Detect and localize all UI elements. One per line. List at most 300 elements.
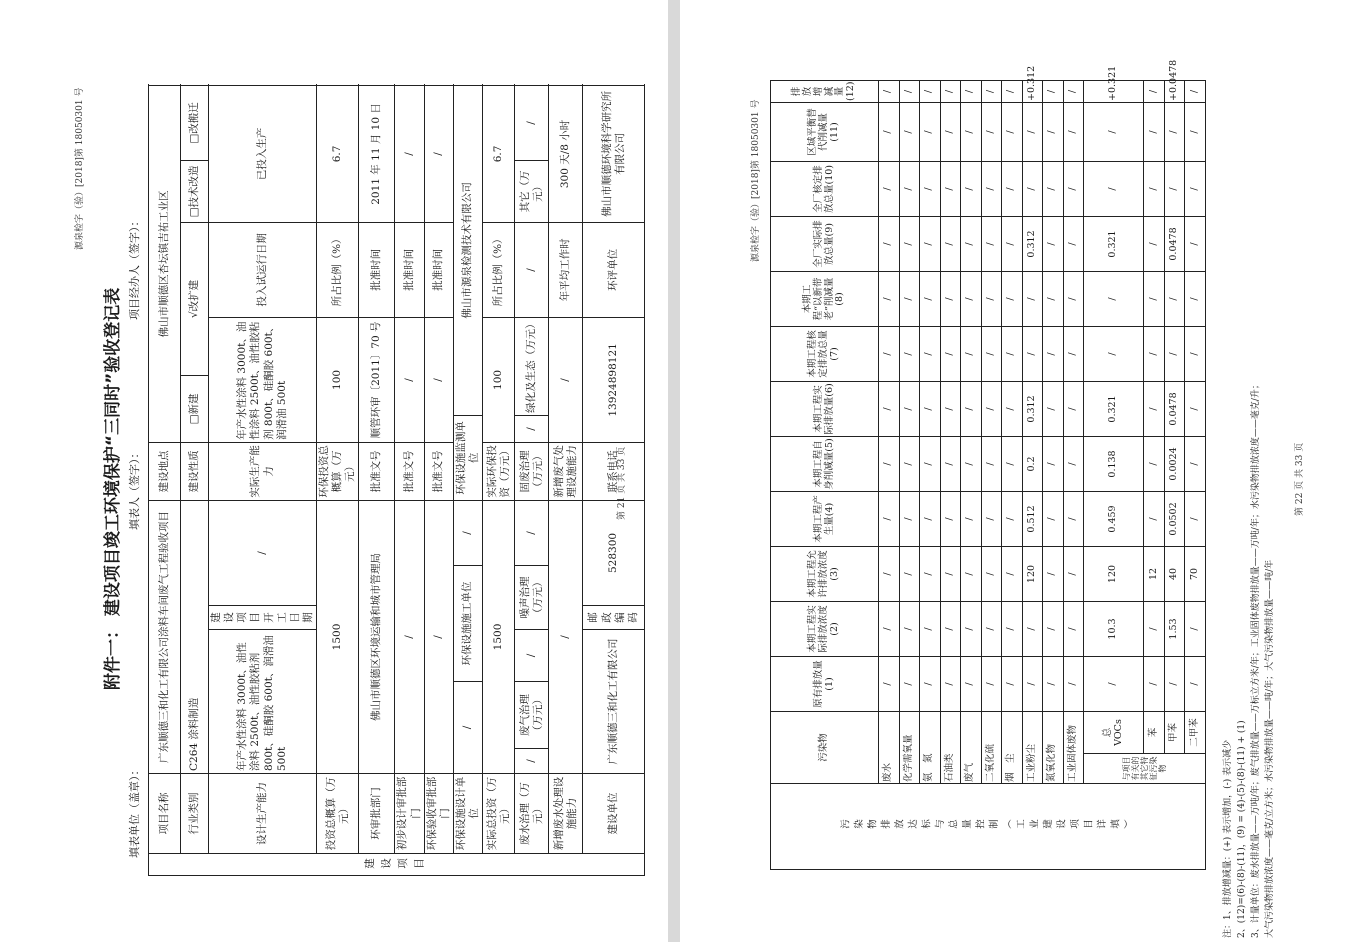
pollutant-value-cell: / <box>1084 271 1144 326</box>
pollutant-value-cell: / <box>1185 216 1206 271</box>
pollutant-value-cell: / <box>1002 81 1023 103</box>
pollutant-value-cell: / <box>1043 381 1064 436</box>
env-invest-label: 环保投资总概算（万元） <box>317 442 359 500</box>
nature-label: 建设性质 <box>181 442 209 500</box>
pollutant-value-cell: / <box>1002 381 1023 436</box>
env-invest-value: 100 <box>317 317 359 442</box>
pollutant-value-cell: / <box>899 656 920 711</box>
pollutant-value-cell: 0.312 <box>1022 216 1043 271</box>
pollutant-header-cell: 污染物 <box>771 711 879 783</box>
actual-invest-label: 实际总投资（万元） <box>483 774 515 854</box>
pollutant-value-cell: 10.3 <box>1084 601 1144 656</box>
left-page-footer: 第 21 页 共 33 页 <box>617 446 627 520</box>
pollutant-value-cell: / <box>879 656 900 711</box>
new-water-capacity-label: 新增废水处理设施能力 <box>549 774 583 854</box>
trial-run-label: 投入试运行日期 <box>209 222 317 317</box>
pollutant-value-cell: / <box>940 271 961 326</box>
other-value: / <box>515 85 549 160</box>
phone-value: 13924898121 <box>583 317 645 442</box>
pollutant-value-cell: / <box>961 326 982 381</box>
pollutant-row <box>1185 81 1206 870</box>
ratio-label: 所占比例（%） <box>317 222 359 317</box>
project-name-value: 广东顺德三和化工有限公司涂料车间废气工程验收项目 <box>149 500 181 773</box>
actual-invest-value: 1500 <box>483 500 515 773</box>
project-form-container <box>148 85 645 876</box>
note-line-3: 3、计量单位：废水排放量——万吨/年；废气排放量——万标立方米/年；工业固体废物排放量——万吨/年；水污染物排放浓度——毫克/升； <box>1251 380 1261 938</box>
construction-project-side-label: 建设项目 <box>149 854 645 876</box>
left-report-number: 源泉检字（验）[2018]第 18050301 号 <box>75 87 85 250</box>
postcode-label: 邮政编码 <box>583 606 645 630</box>
start-date-label: 建设项目开工日期 <box>209 606 317 630</box>
pollutant-value-cell: / <box>879 326 900 381</box>
actual-capacity-label: 实际生产能力 <box>209 442 317 500</box>
pollutant-value-cell: / <box>1084 326 1144 381</box>
other-label: 其它（万元） <box>515 160 549 222</box>
eia-dept-label: 环审批部门 <box>359 774 395 854</box>
pollutant-value-cell: / <box>961 81 982 103</box>
accept-dept-value: / <box>424 500 453 773</box>
eia-unit-label: 环评单位 <box>583 222 645 317</box>
pollutant-row <box>1084 81 1144 870</box>
pollutant-value-cell: / <box>879 271 900 326</box>
work-hours-label: 年平均工作时 <box>549 222 583 317</box>
pollutant-value-cell: / <box>920 546 941 601</box>
accept-time-value: / <box>424 85 453 222</box>
actual-env-invest-label: 实际环保投资（万元） <box>483 442 515 500</box>
pollutant-value-cell: / <box>1164 271 1185 326</box>
pollutant-value-cell: / <box>1185 326 1206 381</box>
pollutant-value-cell: / <box>981 81 1002 103</box>
pollutant-value-cell: / <box>1164 326 1185 381</box>
solid-treat-label: 固废治理（万元） <box>515 442 549 500</box>
pollutant-value-cell: / <box>899 102 920 161</box>
prelim-time-value: / <box>395 85 424 222</box>
pollutant-value-cell: / <box>920 436 941 491</box>
pollutant-header-cell: 区域平衡替代削减量(11) <box>771 102 879 161</box>
construction-site-label: 建设地点 <box>149 442 181 500</box>
monitor-unit-label: 环保设施监测单位 <box>453 415 482 500</box>
water-treat-label: 废水治理（万元） <box>515 774 549 854</box>
pollutant-value-cell: / <box>961 161 982 216</box>
pollutant-value-cell: / <box>940 326 961 381</box>
work-hours-value: 300 天/8 小时 <box>549 85 583 222</box>
pollutant-value-cell: / <box>1144 161 1165 216</box>
pollutant-value-cell: / <box>920 81 941 103</box>
design-capacity-value: 年产水性涂料 3000t、油性涂料 2500t、油性胶粘剂 800t、硅酮胶 600t、润滑油 500t <box>209 630 317 774</box>
actual-capacity-value: 年产水性涂料 3000t、油性涂料 2500t、油性胶粘剂 800t、硅酮胶 600t、润滑油 500t <box>209 317 317 442</box>
design-unit-value: / <box>453 682 482 774</box>
pollutant-value-cell: / <box>940 546 961 601</box>
pollutant-value-cell: / <box>879 81 900 103</box>
nature-option-tech: □技术改造 <box>181 160 209 222</box>
pollutant-row <box>1022 81 1043 870</box>
pollutant-value-cell: 1.53 <box>1164 601 1185 656</box>
pollutant-row <box>961 81 982 870</box>
pollutant-value-cell: 0.0478 <box>1164 216 1185 271</box>
pollutant-value-cell: 12 <box>1144 546 1165 601</box>
trial-run-value: 已投入生产 <box>209 85 317 222</box>
pollutant-value-cell: / <box>1043 546 1064 601</box>
pollutant-value-cell: / <box>961 601 982 656</box>
pollutant-value-cell: / <box>1043 271 1064 326</box>
pollutant-value-cell: / <box>981 381 1002 436</box>
pollutant-value-cell: / <box>981 102 1002 161</box>
pollutant-value-cell: / <box>961 216 982 271</box>
design-unit-label: 环保设施设计单位 <box>453 774 482 854</box>
pollutant-value-cell: / <box>1002 601 1023 656</box>
build-unit-label: 环保设施施工单位 <box>453 566 482 682</box>
pollutant-name: 二甲苯 <box>1185 711 1206 753</box>
pollutant-value-cell: / <box>920 381 941 436</box>
eia-dept-value: 佛山市顺德区环境运输和城市管理局 <box>359 500 395 773</box>
pollutant-value-cell: / <box>1063 326 1084 381</box>
pollutant-value-cell: +0.312 <box>1022 81 1043 103</box>
pollutant-value-cell: / <box>940 81 961 103</box>
right-report-number: 源泉检字（验）[2018]第 18050301 号 <box>751 99 761 262</box>
pollutant-value-cell: / <box>1063 601 1084 656</box>
pollutant-name: 化学需氧量 <box>899 711 920 783</box>
pollutant-value-cell: / <box>1043 491 1064 546</box>
pollutant-value-cell: 120 <box>1022 546 1043 601</box>
pollutant-value-cell: / <box>920 656 941 711</box>
pollutant-value-cell: / <box>899 546 920 601</box>
actual-ratio-label: 所占比例（%） <box>483 222 515 317</box>
green-label: 绿化及生态（万元） <box>515 317 549 415</box>
pollutant-value-cell: / <box>1022 326 1043 381</box>
pollutant-value-cell: / <box>1185 436 1206 491</box>
pollutant-table <box>770 59 1206 870</box>
pollutant-value-cell: 0.0024 <box>1164 436 1185 491</box>
pollutant-value-cell: 70 <box>1185 546 1206 601</box>
build-unit-value: / <box>453 500 482 565</box>
pollutant-value-cell: / <box>940 216 961 271</box>
pollutant-value-cell: / <box>940 491 961 546</box>
pollutant-value-cell: / <box>879 102 900 161</box>
accept-no-label: 批准文号 <box>424 442 453 500</box>
pollutant-value-cell: / <box>899 161 920 216</box>
pollutant-value-cell: / <box>1043 216 1064 271</box>
pollutant-value-cell: / <box>981 161 1002 216</box>
filler-person-label: 填表人（签字）： <box>128 447 141 530</box>
pollutant-value-cell: 0.312 <box>1022 381 1043 436</box>
pollutant-row <box>940 81 961 870</box>
builder-value: 广东顺德三和化工有限公司 <box>583 630 645 774</box>
accept-time-label: 批准时间 <box>424 222 453 317</box>
pollutant-value-cell: 0.2 <box>1022 436 1043 491</box>
pollutant-row <box>920 81 941 870</box>
pollutant-value-cell: / <box>961 102 982 161</box>
pollutant-value-cell: 0.0478 <box>1164 381 1185 436</box>
pollutant-name: 氮氧化物 <box>1043 711 1064 783</box>
pollutant-value-cell: / <box>1185 491 1206 546</box>
nature-option-new: □新建 <box>181 375 209 442</box>
pollutant-header-cell: 本期工程实际排放浓度(2) <box>771 601 879 656</box>
invest-total-label: 投资总概算（万元） <box>317 774 359 854</box>
industry-value: C264 涂料制造 <box>181 500 209 773</box>
pollutant-value-cell: / <box>899 326 920 381</box>
pollutant-value-cell: / <box>1144 216 1165 271</box>
pollutant-value-cell: / <box>961 546 982 601</box>
actual-env-invest-value: 100 <box>483 317 515 442</box>
prelim-dept-value: / <box>395 500 424 773</box>
pollutant-row <box>1002 81 1023 870</box>
left-form-title: 附件一： 建设项目竣工环境保护“三同时”验收登记表 <box>103 287 123 690</box>
pollutant-value-cell: / <box>940 161 961 216</box>
pollutant-value-cell: / <box>1002 656 1023 711</box>
pollutant-value-cell: / <box>1022 601 1043 656</box>
pollutant-value-cell: / <box>961 381 982 436</box>
left-page <box>0 0 668 942</box>
project-form-table <box>148 85 645 876</box>
note-line-2: 2、(12)=(6)-(8)-(11)，(9) = (4)-(5)-(8)-(11) + (1) <box>1237 720 1247 938</box>
pollutant-name: 废水 <box>879 711 900 783</box>
pollutant-value-cell: / <box>961 491 982 546</box>
pollutant-value-cell: / <box>1002 216 1023 271</box>
pollutant-value-cell: / <box>1063 381 1084 436</box>
pollutant-value-cell: / <box>981 326 1002 381</box>
pollutant-value-cell: / <box>920 271 941 326</box>
design-capacity-label: 设计生产能力 <box>209 774 317 854</box>
pollutant-value-cell: / <box>961 436 982 491</box>
note-line-1: 注：1、排放增减量：(+) 表示增加，(-) 表示减少 <box>1223 739 1233 938</box>
eia-unit-value: 佛山市顺德环境科学研究所有限公司 <box>583 85 645 222</box>
pollutant-value-cell: / <box>1043 81 1064 103</box>
pollutant-value-cell: / <box>1185 271 1206 326</box>
pollutant-value-cell: / <box>1022 102 1043 161</box>
pollutant-value-cell: / <box>1063 656 1084 711</box>
filler-unit-label: 填表单位（盖章）： <box>128 764 141 858</box>
pollutant-value-cell: / <box>940 102 961 161</box>
pollutant-value-cell: / <box>1063 491 1084 546</box>
pollutant-value-cell: / <box>1002 161 1023 216</box>
pollutant-header-cell: 原有排放量(1) <box>771 656 879 711</box>
pollutant-value-cell: / <box>940 601 961 656</box>
pollutant-value-cell: / <box>1063 102 1084 161</box>
pollutant-header-cell: 全厂核定排放总量(10) <box>771 161 879 216</box>
noise-treat-label: 噪声治理（万元） <box>515 566 549 630</box>
pollutant-value-cell: / <box>981 491 1002 546</box>
construction-site-value: 佛山市顺德区杏坛镇吉祐工业区 <box>149 85 181 442</box>
nature-option-relocate: □改搬迁 <box>181 85 209 160</box>
pollutant-value-cell: / <box>899 491 920 546</box>
pollutant-value-cell: / <box>1185 81 1206 103</box>
pollutant-value-cell: / <box>1022 271 1043 326</box>
prelim-no-label: 批准文号 <box>395 442 424 500</box>
pollutant-name: 废气 <box>961 711 982 783</box>
pollutant-value-cell: / <box>920 326 941 381</box>
pollutant-value-cell: / <box>1002 326 1023 381</box>
pollutant-value-cell: / <box>1164 656 1185 711</box>
pollutant-value-cell: / <box>1164 161 1185 216</box>
pollutant-value-cell: / <box>1002 491 1023 546</box>
manager-label: 项目经办人（签字）： <box>128 215 141 320</box>
pollutant-value-cell: / <box>1043 326 1064 381</box>
pollutant-value-cell: / <box>920 161 941 216</box>
pollutant-value-cell: / <box>981 216 1002 271</box>
pollutant-value-cell: 0.0502 <box>1164 491 1185 546</box>
pollutant-value-cell: / <box>879 546 900 601</box>
approval-no-value: 顺管环审〔2011〕70 号 <box>359 317 395 442</box>
pollutant-value-cell: / <box>1144 436 1165 491</box>
pollutant-value-cell: / <box>1185 381 1206 436</box>
pollutant-value-cell: / <box>940 656 961 711</box>
ratio-value: 6.7 <box>317 85 359 222</box>
pollutant-value-cell: / <box>899 81 920 103</box>
pollutant-header-cell: 本期工程产生量(4) <box>771 491 879 546</box>
right-page <box>680 0 1348 942</box>
pollutant-value-cell: / <box>1043 436 1064 491</box>
approval-time-value: 2011 年 11 月 10 日 <box>359 85 395 222</box>
pollutant-value-cell: / <box>1144 326 1165 381</box>
accept-no-value: / <box>424 317 453 442</box>
pollutant-value-cell: / <box>1043 161 1064 216</box>
pollutant-value-cell: / <box>1144 81 1165 103</box>
pollutant-name: 工业粉尘 <box>1022 711 1043 783</box>
pollutant-value-cell: / <box>1185 656 1206 711</box>
pollutant-value-cell: / <box>981 436 1002 491</box>
pollutant-header-cell: 本期工程核定排放总量(7) <box>771 326 879 381</box>
pollutant-value-cell: / <box>981 656 1002 711</box>
pollutant-value-cell: 0.321 <box>1084 216 1144 271</box>
prelim-dept-label: 初步设计审批部门 <box>395 774 424 854</box>
noise-treat-value: / <box>515 500 549 565</box>
pollutant-value-cell: / <box>1144 656 1165 711</box>
pollutant-value-cell: / <box>920 601 941 656</box>
pollutant-value-cell: / <box>981 271 1002 326</box>
pollutant-value-cell: / <box>1084 161 1144 216</box>
pollutant-header-row <box>771 81 879 870</box>
pollutant-value-cell: +0.0478 <box>1164 81 1185 103</box>
pollutant-value-cell: / <box>899 436 920 491</box>
pollutant-value-cell: / <box>920 102 941 161</box>
pollutant-header-cell: 排放增减量(12) <box>771 81 879 103</box>
pollutant-value-cell: / <box>879 216 900 271</box>
pollutant-value-cell: / <box>1144 102 1165 161</box>
pollutant-value-cell: / <box>899 271 920 326</box>
pollutant-value-cell: 0.512 <box>1022 491 1043 546</box>
pollutant-name: 甲苯 <box>1164 711 1185 753</box>
pollutant-value-cell: / <box>1063 546 1084 601</box>
new-gas-capacity-label: 新增废气处理设施能力 <box>549 442 583 500</box>
pollutant-table-container <box>770 59 1206 870</box>
pollutant-value-cell: / <box>1185 161 1206 216</box>
pollutant-value-cell: / <box>940 436 961 491</box>
pollutant-row <box>879 81 900 870</box>
pollutant-name: 苯 <box>1144 711 1165 753</box>
gas-treat-label: 废气治理（万元） <box>515 682 549 749</box>
pollutant-value-cell: / <box>920 491 941 546</box>
pollutant-value-cell: / <box>1185 601 1206 656</box>
pollutant-value-cell: / <box>1002 546 1023 601</box>
invest-total-value: 1500 <box>317 500 359 773</box>
pollutant-row <box>899 81 920 870</box>
pollutant-value-cell: / <box>1043 102 1064 161</box>
pollutant-row <box>1164 81 1185 870</box>
pollutant-value-cell: / <box>1063 216 1084 271</box>
pollutant-value-cell: / <box>1144 271 1165 326</box>
actual-ratio-value: 6.7 <box>483 85 515 222</box>
pollutant-value-cell: / <box>1144 601 1165 656</box>
pollutant-value-cell: / <box>1022 161 1043 216</box>
pollutant-value-cell: / <box>1043 601 1064 656</box>
pollutant-value-cell: / <box>1063 81 1084 103</box>
pollutant-row <box>981 81 1002 870</box>
new-gas-capacity-value: / <box>549 317 583 442</box>
pollutant-value-cell: / <box>879 161 900 216</box>
pollutant-value-cell: / <box>981 546 1002 601</box>
pollutant-value-cell: / <box>1164 102 1185 161</box>
pollutant-value-cell: 40 <box>1164 546 1185 601</box>
water-treat-value: / <box>515 749 549 774</box>
phone-label: 联系电话 <box>583 442 645 500</box>
pollutant-value-cell: / <box>879 381 900 436</box>
pollutant-value-cell: / <box>879 491 900 546</box>
builder-label: 建设单位 <box>583 774 645 854</box>
pollutant-header-cell: 本期工程实际排放量(6) <box>771 381 879 436</box>
pollutant-value-cell: 120 <box>1084 546 1144 601</box>
start-date-value: / <box>209 500 317 605</box>
pollutant-header-cell: 本期工程“以新带老”削减量(8) <box>771 271 879 326</box>
pollutant-name: 工业固体废物 <box>1063 711 1084 783</box>
pollutant-row <box>1063 81 1084 870</box>
pollutant-group-label: 与项目有关的其它特征污染物 <box>1084 754 1206 784</box>
page-gutter <box>668 0 680 942</box>
pollutant-value-cell: / <box>1084 102 1144 161</box>
industry-label: 行业类别 <box>181 774 209 854</box>
pollutant-value-cell: / <box>961 656 982 711</box>
pollutant-value-cell: / <box>879 436 900 491</box>
pollutant-header-cell: 本期工程自身削减量(5) <box>771 436 879 491</box>
pollutant-value-cell: +0.321 <box>1084 81 1144 103</box>
pollutant-value-cell: / <box>961 271 982 326</box>
pollutant-header-cell: 全厂实际排放总量(9) <box>771 216 879 271</box>
pollutant-header-cell: 本期工程允许排放浓度(3) <box>771 546 879 601</box>
pollutant-value-cell: / <box>920 216 941 271</box>
monitor-unit-value: 佛山市源泉检测技术有限公司 <box>453 85 482 415</box>
prelim-time-label: 批准时间 <box>395 222 424 317</box>
pollutant-name: 烟 尘 <box>1002 711 1023 783</box>
note-line-4: 大气污染物排放浓度——毫克/立方米；水污染物排放量——吨/年；大气污染物排放量——吨/年 <box>1265 559 1275 938</box>
pollutant-value-cell: 0.321 <box>1084 381 1144 436</box>
green-value: / <box>515 222 549 317</box>
solid-treat-value: / <box>515 415 549 442</box>
approval-no-label: 批准文号 <box>359 442 395 500</box>
project-name-label: 项目名称 <box>149 774 181 854</box>
nature-option-expand: √改扩建 <box>181 222 209 375</box>
pollutant-value-cell: / <box>1185 102 1206 161</box>
pollutant-value-cell: / <box>1063 161 1084 216</box>
pollutant-value-cell: / <box>1002 271 1023 326</box>
pollutant-value-cell: 0.138 <box>1084 436 1144 491</box>
pollutant-value-cell: / <box>1002 436 1023 491</box>
pollutant-value-cell: / <box>1144 491 1165 546</box>
new-water-capacity-value: / <box>549 500 583 773</box>
gas-treat-value: / <box>515 630 549 682</box>
pollutant-value-cell: 0.459 <box>1084 491 1144 546</box>
pollutant-side-label: 污染物排放达标与总量控制（工业建设项目详填） <box>771 784 1206 870</box>
pollutant-name: 二氧化硫 <box>981 711 1002 783</box>
prelim-no-value: / <box>395 317 424 442</box>
pollutant-value-cell: / <box>1063 436 1084 491</box>
accept-dept-label: 环保验收审批部门 <box>424 774 453 854</box>
pollutant-value-cell: / <box>1063 271 1084 326</box>
approval-time-label: 批准时间 <box>359 222 395 317</box>
pollutant-value-cell: / <box>899 216 920 271</box>
postcode-value: 528300 <box>583 500 645 605</box>
right-page-footer: 第 22 页 共 33 页 <box>1295 442 1305 516</box>
pollutant-value-cell: / <box>899 381 920 436</box>
pollutant-value-cell: / <box>899 601 920 656</box>
